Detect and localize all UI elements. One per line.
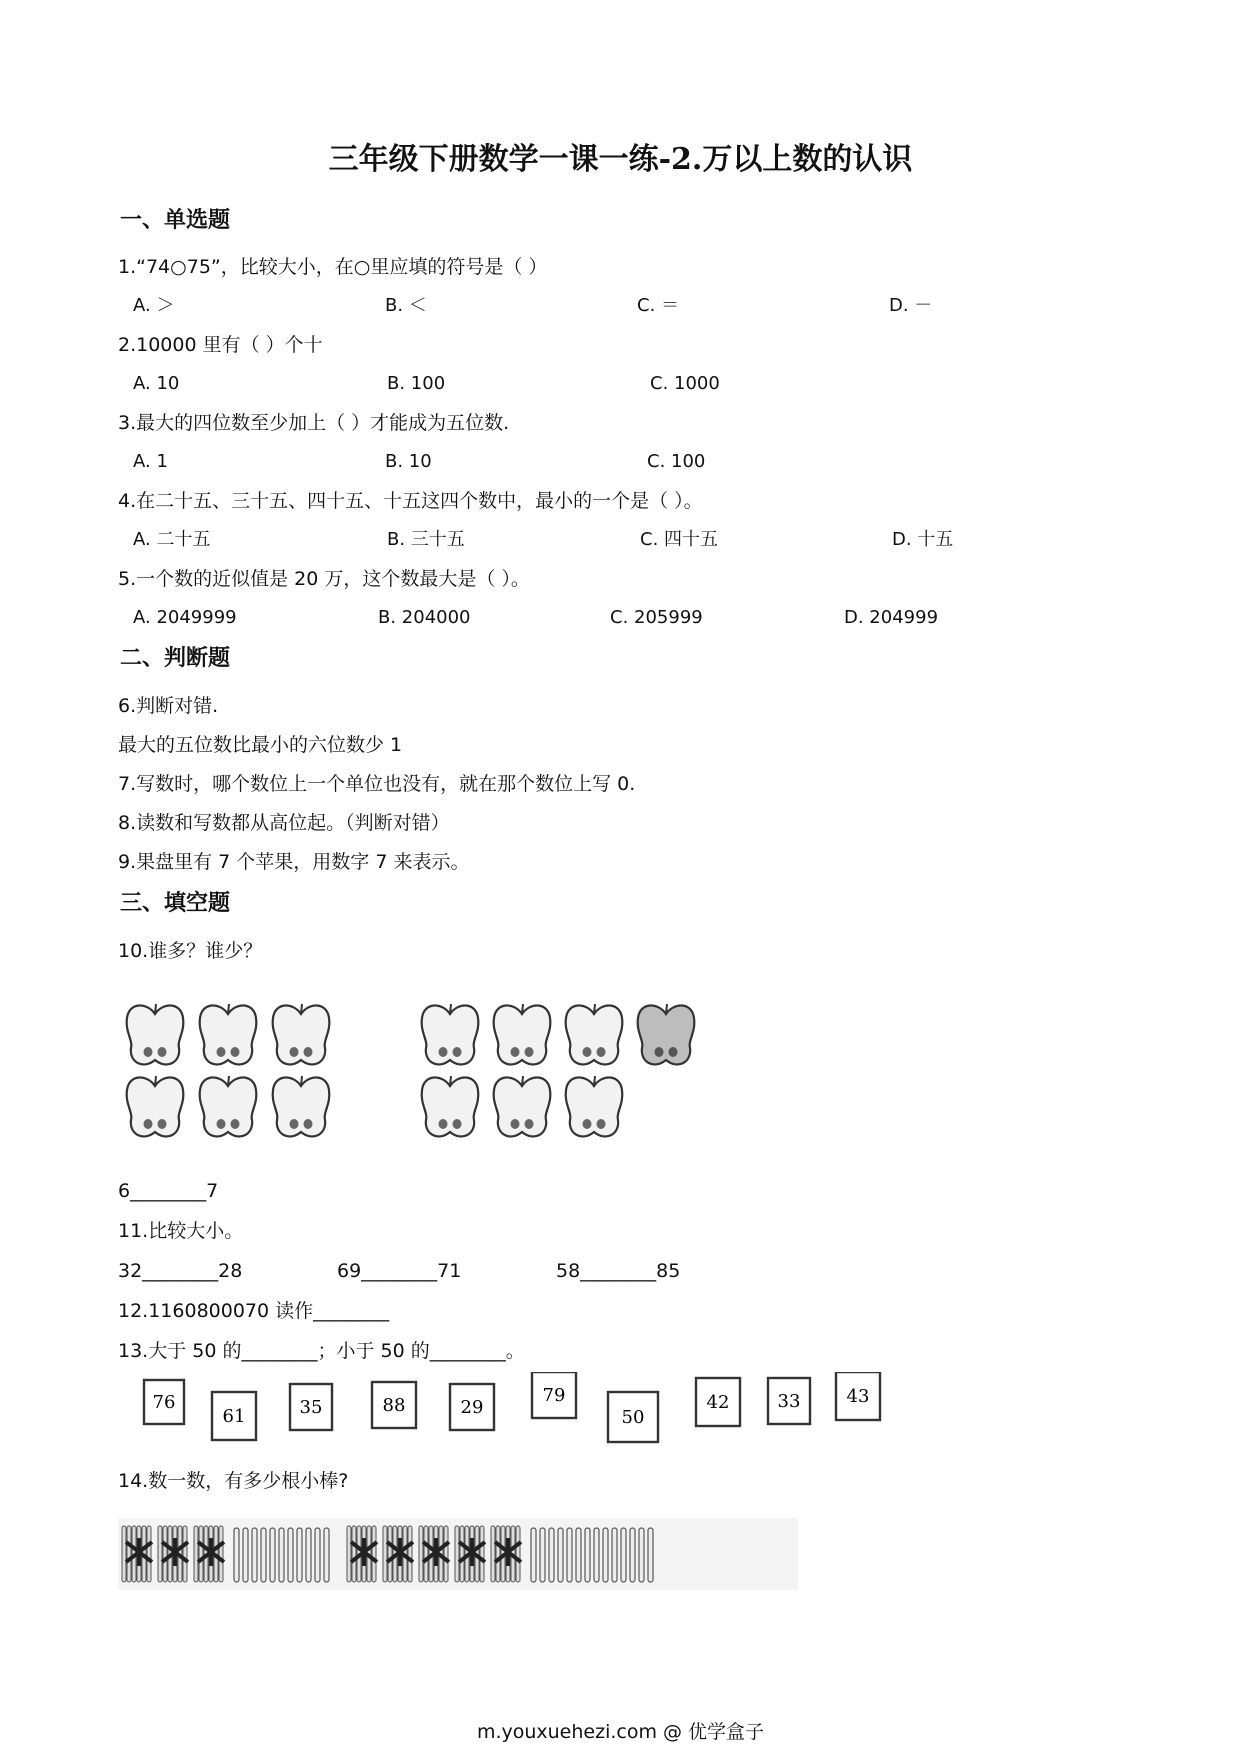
q4-option-b: B. 三十五	[387, 529, 465, 550]
number-card	[372, 1382, 416, 1428]
card-number: 88	[382, 1395, 406, 1416]
page-title: 三年级下册数学一课一练-2.万以上数的认识	[328, 142, 913, 177]
number-card	[532, 1372, 576, 1418]
number-card	[450, 1384, 494, 1430]
card-number: 33	[777, 1391, 801, 1412]
sticks-figure	[118, 1518, 798, 1590]
question-7-stem: 7.写数时，哪个数位上一个单位也没有，就在那个数位上写 0.	[118, 773, 636, 795]
stick-bundle	[383, 1526, 413, 1582]
section-heading-fill-blank: 三、填空题	[120, 890, 231, 916]
question-3-stem: 3.最大的四位数至少加上（ ）才能成为五位数.	[118, 412, 510, 434]
single-stick	[315, 1528, 320, 1582]
question-6-statement: 最大的五位数比最小的六位数少 1	[118, 734, 403, 756]
single-stick	[549, 1528, 554, 1582]
single-stick	[612, 1528, 617, 1582]
single-stick	[594, 1528, 599, 1582]
single-stick	[540, 1528, 545, 1582]
number-card	[212, 1392, 256, 1440]
number-card	[768, 1378, 810, 1424]
question-6-stem: 6.判断对错.	[118, 695, 219, 717]
card-number: 35	[299, 1397, 323, 1418]
stick-bundle	[455, 1526, 485, 1582]
q2-option-a: A. 10	[133, 373, 180, 394]
single-stick	[243, 1528, 248, 1582]
apple-icon	[200, 1004, 257, 1064]
apple-icon	[273, 1076, 330, 1136]
single-stick	[603, 1528, 608, 1582]
q2-option-b: B. 100	[387, 373, 446, 394]
q3-option-a: A. 1	[133, 451, 168, 472]
card-number: 76	[152, 1392, 176, 1413]
q11-pair-2: 69________71	[337, 1260, 462, 1282]
single-stick	[567, 1528, 572, 1582]
apple-icon	[638, 1004, 695, 1064]
question-5-stem: 5.一个数的近似值是 20 万，这个数最大是（ ）。	[118, 568, 530, 590]
card-number: 50	[621, 1407, 645, 1428]
q4-option-c: C. 四十五	[640, 529, 719, 550]
q1-option-c: C. ＝	[637, 295, 680, 316]
single-stick	[297, 1528, 302, 1582]
q3-option-c: C. 100	[647, 451, 706, 472]
apple-icon	[494, 1076, 551, 1136]
card-number: 29	[460, 1397, 484, 1418]
card-number: 79	[542, 1385, 566, 1406]
q3-option-b: B. 10	[385, 451, 432, 472]
apple-icon	[422, 1076, 479, 1136]
question-10-stem: 10.谁多？谁少？	[118, 940, 263, 962]
question-9-stem: 9.果盘里有 7 个苹果，用数字 7 来表示。	[118, 851, 470, 873]
q11-pair-3: 58________85	[556, 1260, 681, 1282]
single-stick	[261, 1528, 266, 1582]
question-8-stem: 8.读数和写数都从高位起。（判断对错）	[118, 812, 450, 834]
apples-figure	[120, 998, 710, 1148]
stick-bundle	[158, 1526, 188, 1582]
single-stick	[531, 1528, 536, 1582]
stick-bundle	[347, 1526, 377, 1582]
question-13-stem: 13.大于 50 的________；小于 50 的________。	[118, 1340, 525, 1362]
number-card	[696, 1378, 740, 1426]
stick-bundle	[122, 1526, 152, 1582]
question-1-stem: 1.“74○75”，比较大小，在○里应填的符号是（ ）	[118, 256, 548, 278]
single-stick	[576, 1528, 581, 1582]
single-stick	[306, 1528, 311, 1582]
number-card	[836, 1372, 880, 1420]
q5-option-d: D. 204999	[844, 607, 939, 628]
q1-option-b: B. ＜	[385, 295, 427, 316]
single-stick	[585, 1528, 590, 1582]
stick-bundle	[419, 1526, 449, 1582]
single-stick	[558, 1528, 563, 1582]
q4-option-a: A. 二十五	[133, 529, 211, 550]
question-12-stem: 12.1160800070 读作________	[118, 1300, 390, 1322]
apple-icon	[127, 1076, 184, 1136]
question-14-stem: 14.数一数，有多少根小棒?	[118, 1470, 349, 1492]
single-stick	[288, 1528, 293, 1582]
apple-icon	[566, 1004, 623, 1064]
apple-icon	[422, 1004, 479, 1064]
number-card	[290, 1384, 332, 1430]
single-stick	[252, 1528, 257, 1582]
q11-pair-1: 32________28	[118, 1260, 243, 1282]
footer-watermark: m.youxuehezi.com @ 优学盒子	[476, 1721, 765, 1743]
single-stick	[324, 1528, 329, 1582]
q1-option-a: A. ＞	[133, 295, 175, 316]
card-number: 43	[846, 1386, 870, 1407]
card-number: 42	[706, 1392, 730, 1413]
apple-icon	[566, 1076, 623, 1136]
q2-option-c: C. 1000	[650, 373, 720, 394]
question-11-stem: 11.比较大小。	[118, 1220, 244, 1242]
single-stick	[234, 1528, 239, 1582]
question-2-stem: 2.10000 里有（ ）个十	[118, 334, 323, 356]
question-4-stem: 4.在二十五、三十五、四十五、十五这四个数中，最小的一个是（ ）。	[118, 490, 703, 512]
single-stick	[648, 1528, 653, 1582]
question-10-answer-blank: 6________7	[118, 1180, 219, 1202]
q4-option-d: D. 十五	[892, 529, 954, 550]
single-stick	[639, 1528, 644, 1582]
single-stick	[270, 1528, 275, 1582]
apple-icon	[494, 1004, 551, 1064]
q1-option-d: D. －	[889, 295, 933, 316]
card-number: 61	[222, 1406, 246, 1427]
number-card	[608, 1392, 658, 1442]
q5-option-a: A. 2049999	[133, 607, 237, 628]
stick-bundle	[194, 1526, 224, 1582]
single-stick	[630, 1528, 635, 1582]
single-stick	[279, 1528, 284, 1582]
number-cards-figure	[140, 1372, 900, 1452]
apple-icon	[127, 1004, 184, 1064]
stick-bundle	[491, 1526, 521, 1582]
q5-option-c: C. 205999	[610, 607, 703, 628]
apple-icon	[273, 1004, 330, 1064]
section-heading-single-choice: 一、单选题	[120, 207, 231, 233]
section-heading-true-false: 二、判断题	[120, 645, 231, 671]
number-card	[144, 1380, 184, 1424]
apple-icon	[200, 1076, 257, 1136]
q5-option-b: B. 204000	[378, 607, 471, 628]
single-stick	[621, 1528, 626, 1582]
